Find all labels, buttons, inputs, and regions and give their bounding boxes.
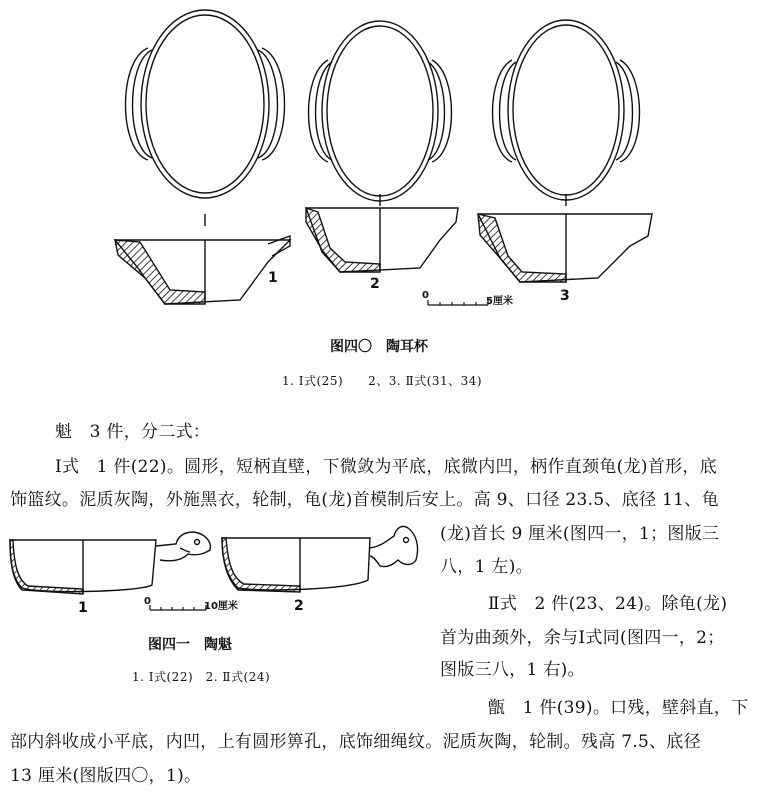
text-line-3: 饰篮纹。泥质灰陶，外施黑衣，轮制，龟(龙)首模制后安上。高 9、口径 23.5、底径 11、龟: [10, 490, 719, 510]
figure-41-scale-unit: 10厘米: [204, 601, 238, 612]
ear-cup-2-top-view: [309, 21, 452, 201]
ear-cup-3-profile: [478, 214, 652, 282]
figure-40-label-2: 2: [370, 276, 380, 292]
ear-cup-1-profile: [115, 236, 290, 304]
figure-40-label-1: 1: [268, 270, 278, 286]
figure-41-scale-zero: 0: [144, 596, 151, 607]
figure-40-caption: 图四〇 陶耳杯: [330, 339, 428, 355]
figure-40-scale-zero: 0: [422, 290, 429, 301]
figure-40-subcaption: 1. Ⅰ式(25) 2、3. Ⅱ式(31、34): [282, 374, 483, 388]
figure-41-caption: 图四一 陶魁: [148, 637, 232, 653]
text-line-4: (龙)首长 9 厘米(图四一，1；图版三: [440, 524, 720, 544]
figure-41-subcaption: 1. Ⅰ式(22) 2. Ⅱ式(24): [132, 670, 271, 684]
figure-40-label-3: 3: [560, 288, 570, 304]
ear-cup-3-top-view: [493, 20, 640, 200]
text-line-11: 13 厘米(图版四〇，1)。: [10, 766, 202, 786]
ladle-2-profile: [222, 526, 418, 592]
ear-cup-1-top-view: [126, 10, 285, 198]
figure-40-scale-unit: 5厘米: [486, 296, 513, 307]
text-line-8: 图版三八，1 右)。: [440, 660, 585, 680]
ear-cup-2-profile: [306, 208, 458, 272]
text-line-9: 甑 1 件(39)。口残，壁斜直，下: [488, 698, 749, 718]
figure-41-label-1: 1: [78, 600, 88, 616]
text-line-10: 部内斜收成小平底，内凹，上有圆形箅孔，底饰细绳纹。泥质灰陶，轮制。残高 7.5、底径: [10, 732, 702, 752]
text-line-1: 魁 3 件，分二式：: [55, 422, 211, 442]
ladle-1-profile: [10, 532, 210, 594]
text-line-2: Ⅰ式 1 件(22)。圆形，短柄直壁，下微敛为平底，底微内凹，柄作直颈龟(龙)首形，底: [55, 457, 717, 477]
figure-41-label-2: 2: [294, 598, 304, 614]
text-line-6: Ⅱ式 2 件(23、24)。除龟(龙): [488, 594, 728, 614]
figure-40-scale-bar: [428, 300, 488, 305]
figure-41-scale-bar: [150, 605, 206, 610]
text-line-7: 首为曲颈外，余与Ⅰ式同(图四一，2；: [440, 628, 725, 648]
text-line-5: 八，1 左)。: [440, 557, 533, 577]
